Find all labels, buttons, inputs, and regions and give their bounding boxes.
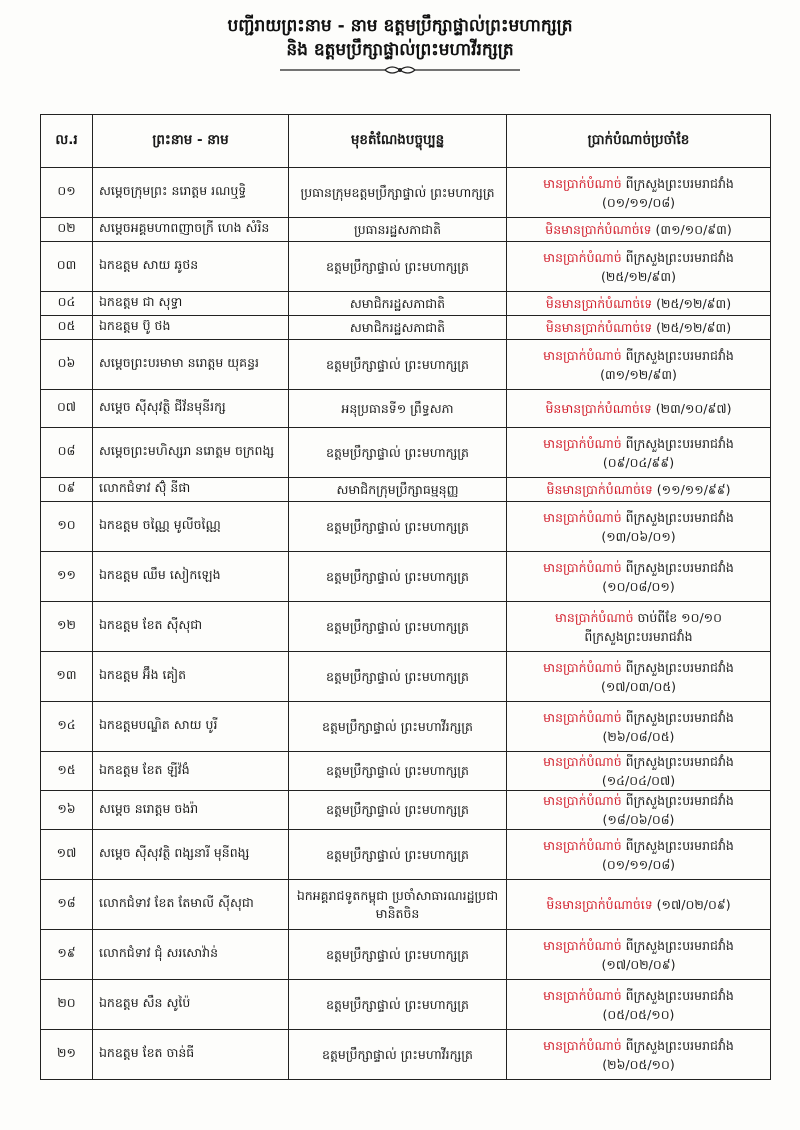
table-row [41,552,771,602]
salary-source: ចាប់ពីខែ ១០/១០ [637,609,722,625]
row-number: ០៤ [41,292,93,316]
row-salary [507,702,771,752]
salary-status: មិនមានប្រាក់បំណាច់ទេ [545,296,653,311]
row-position: ឧត្តមប្រឹក្សាផ្ទាល់ ព្រះមហាក្សត្រ [289,602,507,652]
salary-status: មិនមានប្រាក់បំណាច់ទេ [546,897,653,912]
row-name: សម្តេចព្រះបរមាមា នរោត្តម យុគន្ធរ [93,340,289,390]
table-row [41,218,771,242]
row-position: ឧត្តមប្រឹក្សាផ្ទាល់ ព្រះមហាក្សត្រ [289,980,507,1030]
salary-status: មានប្រាក់បំណាច់ [543,659,622,675]
table-row [41,316,771,340]
row-number: ១២ [41,602,93,652]
row-number: ១៣ [41,652,93,702]
document-header [0,14,800,76]
row-name: ឯកឧត្តម ឈឹម សៀកឡេង [93,552,289,602]
row-number: ១១ [41,552,93,602]
header-position: មុខតំណែងបច្ចុប្បន្ន [289,115,507,168]
salary-source: ពីក្រសួងព្រះបរមរាជវាំង [625,435,734,451]
salary-date: (១៤/០៤/០៧) [601,773,676,788]
salary-status: មានប្រាក់បំណាច់ [543,509,622,525]
salary-source: ពីក្រសួងព្រះបរមរាជវាំង [625,837,734,853]
salary-date: (១៣/០៦/០១) [601,528,676,544]
row-name: ឯកឧត្តម ចណ្ណៃ មូលីចណ្ណៃ [93,502,289,552]
decorative-ornament-icon [270,64,530,76]
row-position: ឧត្តមប្រឹក្សាផ្ទាល់ ព្រះមហាក្សត្រ [289,502,507,552]
salary-status: មានប្រាក់បំណាច់ [543,435,622,451]
salary-date: (២៣/១០/៩៧) [655,401,732,416]
salary-date: (១៧/០២/០៩) [601,956,676,972]
table-header-row [41,115,771,168]
row-name: សម្តេចព្រះមហិស្សរា នរោត្តម ចក្រពង្ស [93,428,289,478]
table-row [41,1030,771,1080]
table-row [41,168,771,218]
table-row [41,242,771,292]
table-row [41,428,771,478]
header-no: ល.រ [41,115,93,168]
table-row [41,292,771,316]
salary-source: ពីក្រសួងព្រះបរមរាជវាំង [625,249,734,265]
row-name: ឯកឧត្តមបណ្ឌិត សាយ បូរី [93,702,289,752]
salary-status: មានប្រាក់បំណាច់ [543,249,622,265]
row-name: ឯកឧត្តម សឹន សូប៉ៃ [93,980,289,1030]
row-position: ឧត្តមប្រឹក្សាផ្ទាល់ ព្រះមហាក្សត្រ [289,340,507,390]
row-name: ឯកឧត្តម ជា សុទ្ធា [93,292,289,316]
row-number: ១៦ [41,791,93,830]
row-salary [507,428,771,478]
salary-source: ពីក្រសួងព្រះបរមរាជវាំង [625,659,734,675]
row-position: ឧត្តមប្រឹក្សាផ្ទាល់ ព្រះមហាក្សត្រ [289,552,507,602]
row-salary [507,830,771,880]
salary-date: (០៩/០៤/៩៩) [602,454,675,470]
salary-date: ពីក្រសួងព្រះបរមរាជវាំង [584,628,693,644]
table-row [41,502,771,552]
row-salary [507,652,771,702]
row-number: ២០ [41,980,93,1030]
row-salary [507,316,771,340]
salary-status: មានប្រាក់បំណាច់ [555,609,634,625]
row-number: ១៩ [41,930,93,980]
table-row [41,980,771,1030]
row-number: ០១ [41,168,93,218]
row-salary [507,390,771,428]
row-position: ប្រធានក្រុមឧត្តមប្រឹក្សាផ្ទាល់ ព្រះមហាក្សត្រ [289,168,507,218]
table-row [41,702,771,752]
row-number: ០៥ [41,316,93,340]
salary-date: (០១/១១/០៨) [601,856,676,872]
row-salary [507,340,771,390]
row-salary [507,980,771,1030]
salary-source: ពីក្រសួងព្រះបរមរាជវាំង [625,559,734,575]
row-number: ០៨ [41,428,93,478]
row-number: ១០ [41,502,93,552]
row-number: ២១ [41,1030,93,1080]
salary-source: ពីក្រសួងព្រះបរមរាជវាំង [625,175,734,191]
salary-date: (១០/០៨/០១) [602,578,675,594]
advisors-table [40,114,771,1080]
row-position: ឧត្តមប្រឹក្សាផ្ទាល់ ព្រះមហាវីរក្សត្រ [289,1030,507,1080]
salary-date: (១៧/០២/០៩) [656,897,731,912]
row-salary [507,478,771,502]
row-salary [507,552,771,602]
row-name: សម្តេចអគ្គមហាពញាចក្រី ហេង សំរិន [93,218,289,242]
row-position: ឧត្តមប្រឹក្សាផ្ទាល់ ព្រះមហាក្សត្រ [289,428,507,478]
table-row [41,390,771,428]
salary-status: មានប្រាក់បំណាច់ [543,175,622,191]
salary-date: (១១/១១/៩៩) [656,482,731,497]
salary-status: មិនមានប្រាក់បំណាច់ទេ [545,222,652,237]
row-number: ០៦ [41,340,93,390]
salary-date: (២៦/០៨/០៥) [602,728,675,744]
row-position: សមាជិកក្រុមប្រឹក្សាធម្មនុញ្ញ [289,478,507,502]
row-name: លោកជំទាវ ខែត តែមាលី ស៊ីសុជា [93,880,289,930]
row-name: ឯកឧត្តម សាយ ឆូថន [93,242,289,292]
row-position: ឧត្តមប្រឹក្សាផ្ទាល់ ព្រះមហាវីរក្សត្រ [289,702,507,752]
salary-status: មានប្រាក់បំណាច់ [543,754,622,769]
table-row [41,752,771,791]
row-name: ឯកឧត្តម ប៊ូ ថង [93,316,289,340]
row-position: សមាជិករដ្ឋសភាជាតិ [289,316,507,340]
salary-source: ពីក្រសួងព្រះបរមរាជវាំង [625,937,734,953]
row-name: លោកជំទាវ ស៊ុំ នីផា [93,478,289,502]
salary-status: មានប្រាក់បំណាច់ [543,559,622,575]
row-salary [507,752,771,791]
salary-date: (០៥/០៥/១០) [602,1006,675,1022]
salary-status: មានប្រាក់បំណាច់ [543,793,622,808]
row-name: ឯកឧត្តម ខែត ឡីវ៉ងំ [93,752,289,791]
salary-date: (២៦/០៥/១០) [602,1056,675,1072]
salary-source: ពីក្រសួងព្រះបរមរាជវាំង [625,793,734,808]
table-row [41,830,771,880]
row-position: អនុប្រធានទី១ ព្រឹទ្ធសភា [289,390,507,428]
salary-status: មានប្រាក់បំណាច់ [543,709,622,725]
row-number: ១៤ [41,702,93,752]
row-name: លោកជំទាវ ជុំ សរសោវ៉ាន់ [93,930,289,980]
row-name: សម្តេច ស៊ីសុវត្ថិ ជីវ័នមុនីរក្ស [93,390,289,428]
salary-date: (០១/១១/០៨) [601,194,676,210]
salary-status: មានប្រាក់បំណាច់ [543,987,622,1003]
row-salary [507,1030,771,1080]
table-row [41,478,771,502]
row-salary [507,602,771,652]
row-name: ឯកឧត្តម ខែត ស៊ីសុជា [93,602,289,652]
salary-status: មានប្រាក់បំណាច់ [543,837,622,853]
salary-status: មានប្រាក់បំណាច់ [543,937,622,953]
row-name: សម្តេចក្រុមព្រះ នរោត្តម រណឬទ្ធិ [93,168,289,218]
salary-status: មានប្រាក់បំណាច់ [543,347,622,363]
salary-source: ពីក្រសួងព្រះបរមរាជវាំង [625,709,734,725]
salary-source: ពីក្រសួងព្រះបរមរាជវាំង [625,347,734,363]
table-row [41,602,771,652]
table-body [41,168,771,1080]
row-salary [507,218,771,242]
row-number: ១៨ [41,880,93,930]
row-number: ០៧ [41,390,93,428]
row-name: សម្តេច នរោត្តម ចងរ៉ា [93,791,289,830]
table-row [41,791,771,830]
row-salary [507,930,771,980]
row-position: ឧត្តមប្រឹក្សាផ្ទាល់ ព្រះមហាក្សត្រ [289,752,507,791]
salary-source: ពីក្រសួងព្រះបរមរាជវាំង [625,509,734,525]
salary-status: មិនមានប្រាក់បំណាច់ទេ [546,482,653,497]
header-name: ព្រះនាម - នាម [93,115,289,168]
row-salary [507,168,771,218]
row-salary [507,880,771,930]
table-row [41,930,771,980]
title-line-1: បញ្ជីរាយព្រះនាម - នាម ឧត្តមប្រឹក្សាផ្ទាល់ព្រះមហាក្សត្រ [227,16,573,36]
header-salary: ប្រាក់បំណាច់ប្រចាំខែ [507,115,771,168]
row-position: ឧត្តមប្រឹក្សាផ្ទាល់ ព្រះមហាក្សត្រ [289,652,507,702]
row-position: ឧត្តមប្រឹក្សាផ្ទាល់ ព្រះមហាក្សត្រ [289,930,507,980]
row-number: ០២ [41,218,93,242]
salary-status: មិនមានប្រាក់បំណាច់ទេ [545,401,652,416]
salary-date: (១៨/០៦/០៨) [602,812,675,827]
salary-source: ពីក្រសួងព្រះបរមរាជវាំង [625,987,734,1003]
row-position: ឧត្តមប្រឹក្សាផ្ទាល់ ព្រះមហាក្សត្រ [289,830,507,880]
salary-date: (៣១/១០/៩៣) [655,222,732,237]
salary-date: (២៥/១២/៩៣) [656,296,732,311]
salary-status: មិនមានប្រាក់បំណាច់ទេ [545,320,653,335]
row-name: សម្តេច ស៊ីសុវត្ថិ ពង្សនារី មុនីពង្ស [93,830,289,880]
row-salary [507,791,771,830]
row-salary [507,502,771,552]
row-number: ១៧ [41,830,93,880]
salary-date: (៣១/១២/៩៣) [600,366,677,382]
row-position: ឯកអគ្គរាជទូតកម្ពុជា ប្រចាំសាធារណរដ្ឋប្រជាមានិតចិន [289,880,507,930]
table-row [41,340,771,390]
row-salary [507,292,771,316]
row-position: ឧត្តមប្រឹក្សាផ្ទាល់ ព្រះមហាក្សត្រ [289,791,507,830]
salary-date: (១៧/០៣/០៥) [600,678,677,694]
salary-date: (២៥/១២/៩៣) [656,320,732,335]
salary-source: ពីក្រសួងព្រះបរមរាជវាំង [625,754,734,769]
row-position: ឧត្តមប្រឹក្សាផ្ទាល់ ព្រះមហាក្សត្រ [289,242,507,292]
table-row [41,652,771,702]
salary-source: ពីក្រសួងព្រះបរមរាជវាំង [625,1037,734,1053]
salary-status: មានប្រាក់បំណាច់ [543,1037,622,1053]
row-number: ០៣ [41,242,93,292]
title-line-2: និង ឧត្តមប្រឹក្សាផ្ទាល់ព្រះមហាវីរក្សត្រ [286,40,514,60]
row-number: ០៩ [41,478,93,502]
row-number: ១៥ [41,752,93,791]
row-position: ប្រធានរដ្ឋសភាជាតិ [289,218,507,242]
row-name: ឯកឧត្តម ខែត ចាន់ធី [93,1030,289,1080]
row-salary [507,242,771,292]
table-row [41,880,771,930]
salary-date: (២៥/១២/៩៣) [601,268,676,284]
row-position: សមាជិករដ្ឋសភាជាតិ [289,292,507,316]
row-name: ឯកឧត្តម អ៊ឹង គៀត [93,652,289,702]
